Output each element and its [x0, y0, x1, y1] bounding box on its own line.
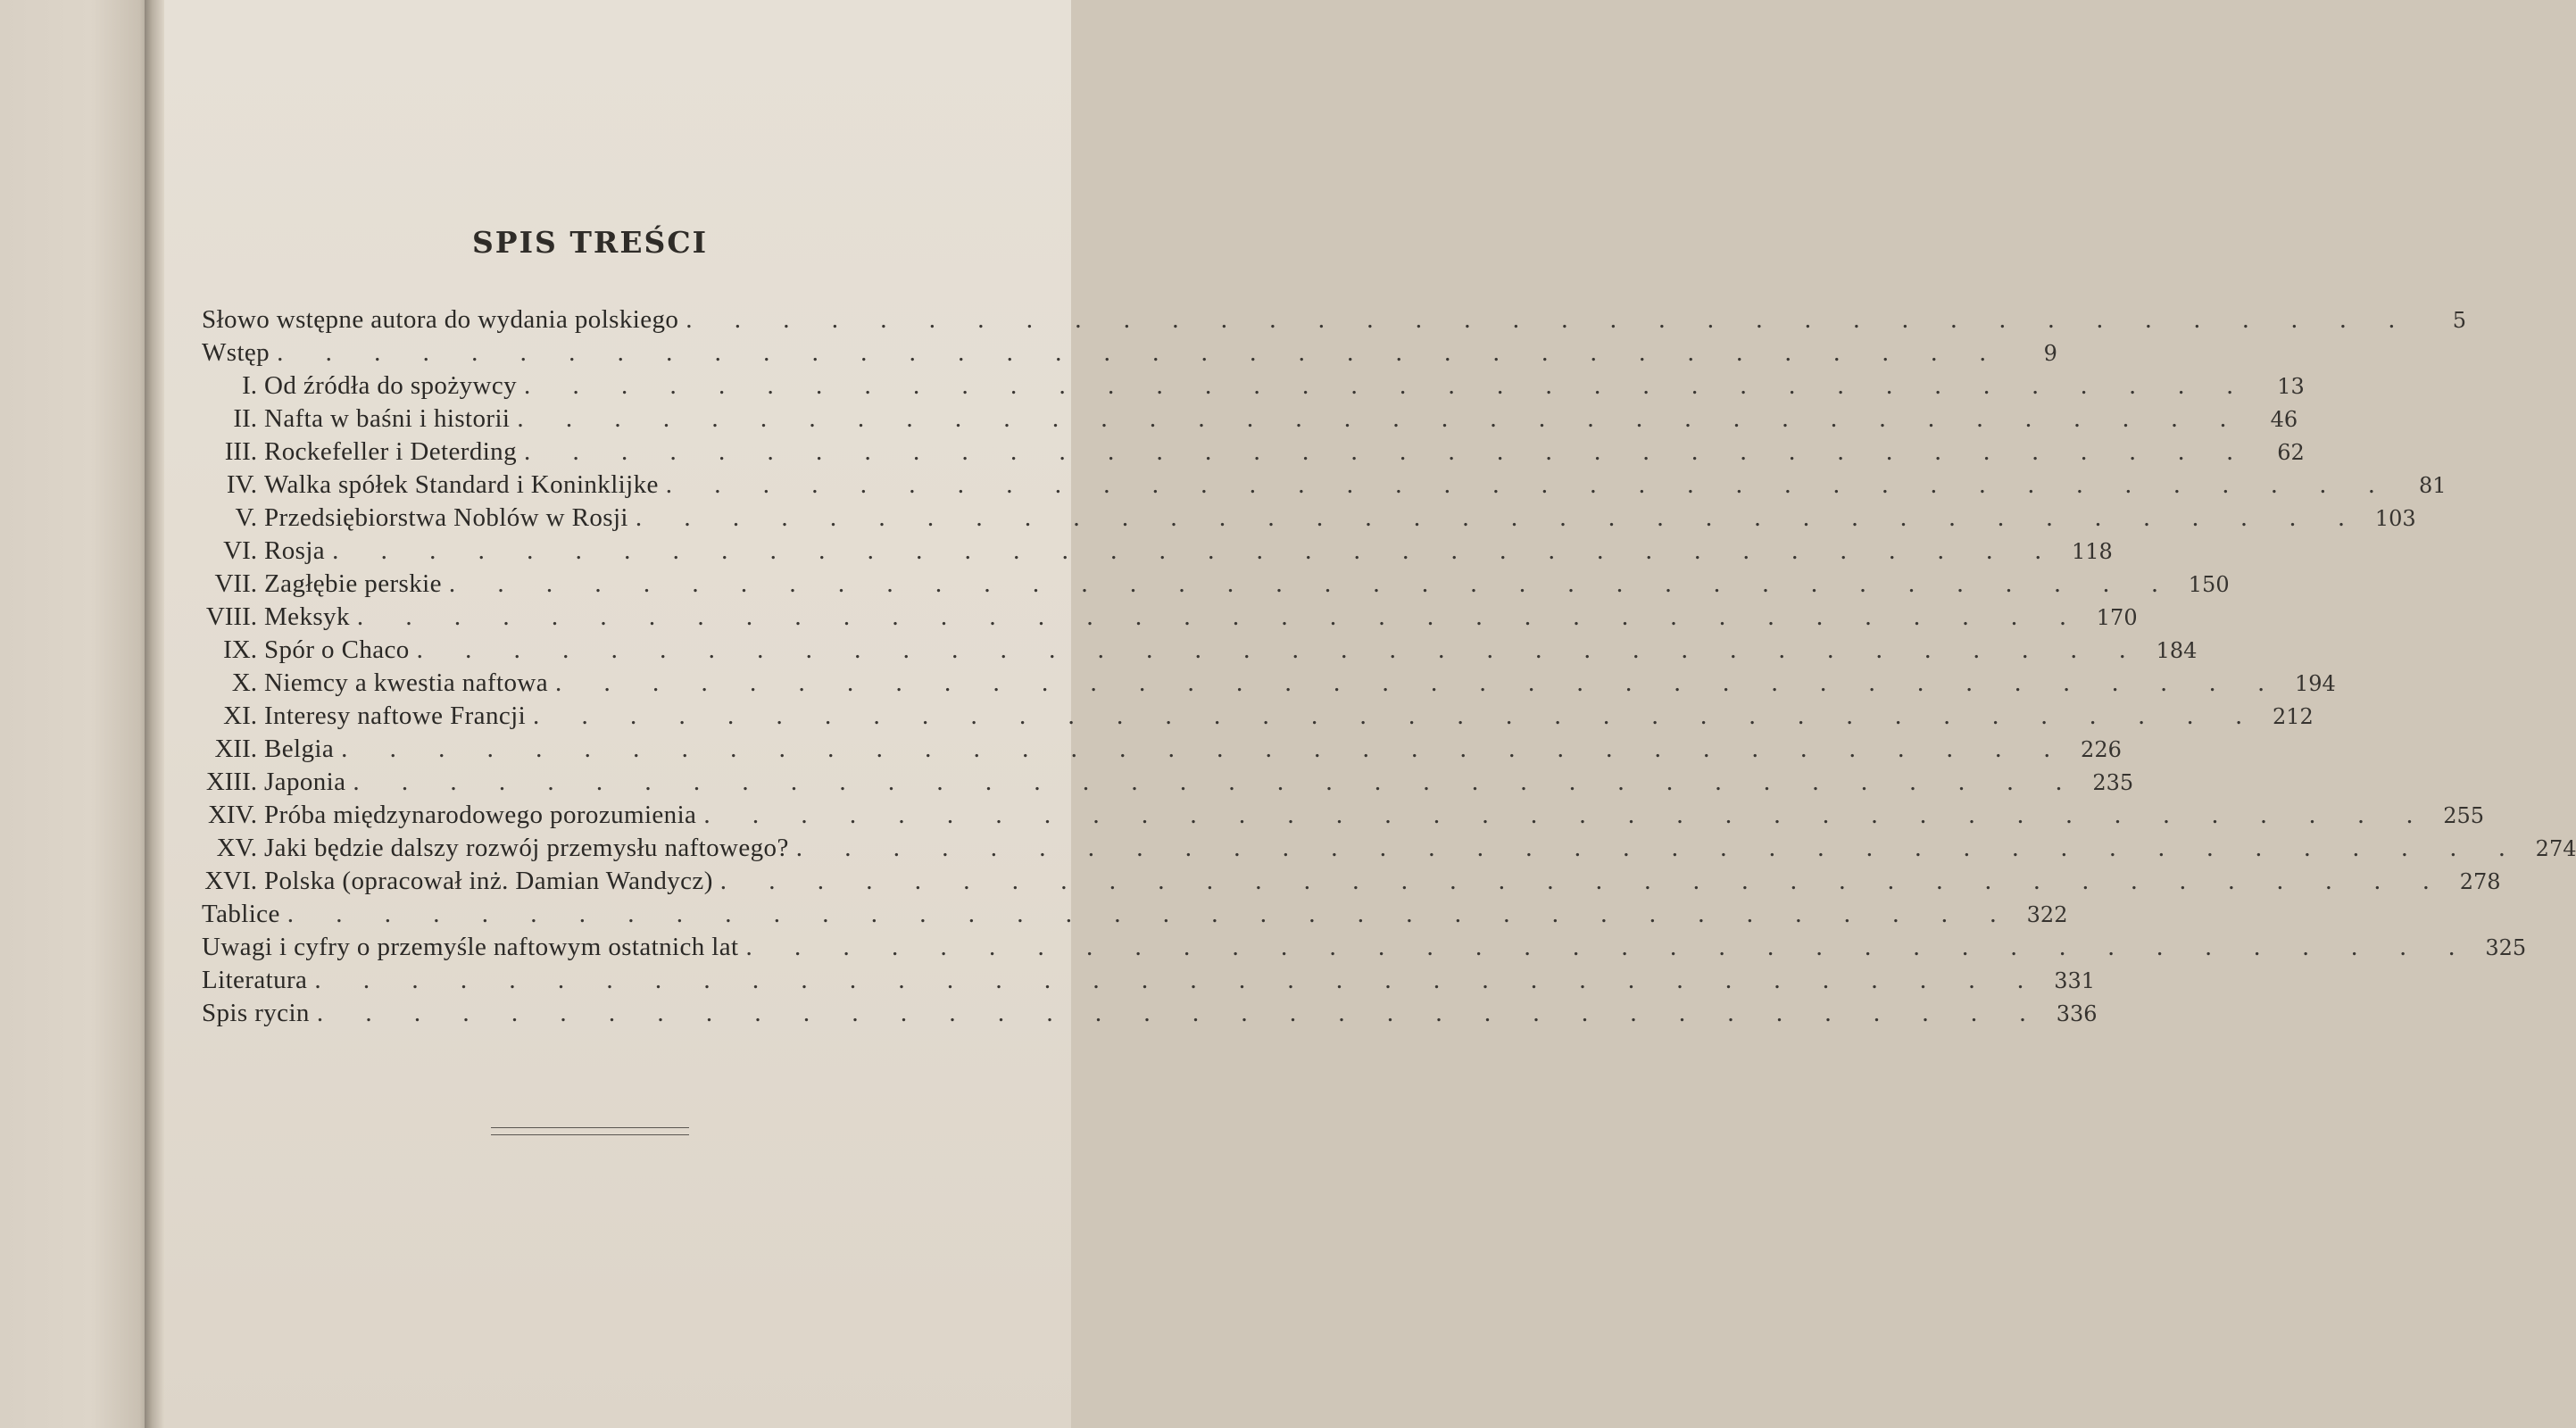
dot-leader: . . . . . . . . . . . . . . . . . . . . . . . . . . . . . . . . . . . . — [719, 867, 2447, 895]
dot-leader: . . . . . . . . . . . . . . . . . . . . . . . . . . . . . . . . . . . . — [341, 735, 2068, 763]
chapter-title: Spis rycin — [202, 999, 310, 1027]
chapter-number: XIII. — [205, 768, 257, 796]
toc-entry — [202, 536, 2113, 569]
chapter-title: Walka spółek Standard i Koninklijke — [264, 470, 659, 499]
dot-leader: . . . . . . . . . . . . . . . . . . . . . . . . . . . . . . . . . . . . — [533, 702, 2260, 730]
chapter-number: IV. — [226, 470, 257, 499]
dot-leader: . . . . . . . . . . . . . . . . . . . . . . . . . . . . . . . . . . . . — [356, 602, 2084, 631]
toc-entry — [202, 966, 2096, 999]
dot-leader: . . . . . . . . . . . . . . . . . . . . . . . . . . . . . . . . . . . . — [316, 999, 2044, 1027]
page-number: 46 — [2270, 407, 2298, 432]
page-number: 226 — [2081, 737, 2122, 762]
toc-entry — [202, 668, 2336, 702]
page-number: 9 — [2043, 341, 2057, 366]
toc-entry — [202, 702, 2314, 735]
chapter-title: Spór o Chaco — [264, 635, 410, 664]
toc-entry — [202, 867, 2501, 900]
dot-leader: . . . . . . . . . . . . . . . . . . . . . . . . . . . . . . . . . . . . — [332, 536, 2059, 565]
page-number: 103 — [2374, 506, 2416, 531]
toc-entry — [202, 404, 2298, 437]
toc-entry — [202, 371, 2305, 404]
chapter-number: III. — [224, 437, 257, 466]
chapter-title: Meksyk — [264, 602, 350, 631]
chapter-title: Próba międzynarodowego porozumienia — [264, 801, 697, 829]
left-page — [0, 0, 152, 1428]
dot-leader: . . . . . . . . . . . . . . . . . . . . . . . . . . . . . . . . . . . . — [665, 470, 2393, 499]
toc-entry — [202, 635, 2198, 668]
page-number: 81 — [2418, 473, 2447, 498]
toc-entry — [202, 900, 2068, 933]
toc-entry — [202, 569, 2230, 602]
chapter-title: Od źródła do spożywcy — [264, 371, 518, 400]
chapter-title: Interesy naftowe Francji — [264, 702, 527, 730]
page-title: SPIS TREŚCI — [471, 225, 709, 260]
dot-leader: . . . . . . . . . . . . . . . . . . . . . . . . . . . . . . . . . . . . — [277, 338, 2004, 367]
toc-entry — [202, 503, 2416, 536]
chapter-number: XII. — [214, 735, 257, 763]
page-number: 235 — [2092, 770, 2134, 795]
page-number: 62 — [2277, 440, 2305, 465]
dot-leader: . . . . . . . . . . . . . . . . . . . . . . . . . . . . . . . . . . . . — [524, 371, 2251, 400]
chapter-number: XIV. — [207, 801, 257, 829]
page-number: 322 — [2026, 902, 2068, 927]
chapter-title: Jaki będzie dalszy rozwój przemysłu naftowego? — [264, 834, 789, 862]
chapter-number: V. — [235, 503, 257, 532]
end-rule — [491, 1127, 689, 1135]
chapter-title: Literatura — [202, 966, 308, 994]
chapter-title: Tablice — [202, 900, 280, 928]
chapter-title: Rockefeller i Deterding — [264, 437, 517, 466]
dot-leader: . . . . . . . . . . . . . . . . . . . . . . . . . . . . . . . . . . . . — [314, 966, 2042, 994]
toc-entry — [202, 999, 2098, 1032]
page-number: 170 — [2096, 605, 2138, 630]
chapter-number: XV. — [216, 834, 257, 862]
dot-leader: . . . . . . . . . . . . . . . . . . . . . . . . . . . . . . . . . . . . — [686, 305, 2414, 334]
toc-entry — [202, 834, 2576, 867]
dot-leader: . . . . . . . . . . . . . . . . . . . . . . . . . . . . . . . . . . . . — [517, 404, 2245, 433]
chapter-number: VII. — [214, 569, 257, 598]
toc-entry — [202, 338, 2057, 371]
chapter-number: XI. — [223, 702, 257, 730]
toc-entry — [202, 801, 2485, 834]
toc-entry — [202, 768, 2134, 801]
chapter-number: XVI. — [204, 867, 257, 895]
toc-entry — [202, 602, 2138, 635]
dot-leader: . . . . . . . . . . . . . . . . . . . . . . . . . . . . . . . . . . . . — [287, 900, 2015, 928]
page-number: 212 — [2272, 704, 2314, 729]
dot-leader: . . . . . . . . . . . . . . . . . . . . . . . . . . . . . . . . . . . . — [703, 801, 2431, 829]
book-gutter — [145, 0, 164, 1428]
toc-entry — [202, 933, 2527, 966]
dot-leader: . . . . . . . . . . . . . . . . . . . . . . . . . . . . . . . . . . . . — [523, 437, 2251, 466]
chapter-title: Niemcy a kwestia naftowa — [264, 668, 549, 697]
page-number: 5 — [2452, 308, 2467, 333]
dot-leader: . . . . . . . . . . . . . . . . . . . . . . . . . . . . . . . . . . . . — [555, 668, 2282, 697]
page-number: 194 — [2294, 671, 2336, 696]
dot-leader: . . . . . . . . . . . . . . . . . . . . . . . . . . . . . . . . . . . . — [745, 933, 2473, 961]
page-number: 150 — [2188, 572, 2230, 597]
page-number: 118 — [2072, 539, 2113, 564]
chapter-number: X. — [231, 668, 257, 697]
dot-leader: . . . . . . . . . . . . . . . . . . . . . . . . . . . . . . . . . . . . — [635, 503, 2363, 532]
dot-leader: . . . . . . . . . . . . . . . . . . . . . . . . . . . . . . . . . . . . — [795, 834, 2523, 862]
chapter-title: Belgia — [264, 735, 335, 763]
page-number: 13 — [2277, 374, 2305, 399]
page-number: 325 — [2485, 935, 2527, 960]
page-number: 274 — [2535, 836, 2576, 861]
page-number: 255 — [2443, 803, 2485, 828]
chapter-title: Przedsiębiorstwa Noblów w Rosji — [264, 503, 628, 532]
page-number: 184 — [2156, 638, 2198, 663]
toc-entry — [202, 437, 2305, 470]
page-number: 331 — [2054, 968, 2096, 993]
toc-entry — [202, 470, 2447, 503]
chapter-title: Polska (opracował inż. Damian Wandycz) — [264, 867, 713, 895]
chapter-number: II. — [233, 404, 257, 433]
dot-leader: . . . . . . . . . . . . . . . . . . . . . . . . . . . . . . . . . . . . — [353, 768, 2081, 796]
chapter-title: Zagłębie perskie — [264, 569, 442, 598]
table-of-contents — [202, 305, 2576, 1032]
toc-entry — [202, 735, 2122, 768]
chapter-title: Rosja — [264, 536, 326, 565]
chapter-title: Wstęp — [202, 338, 270, 367]
dot-leader: . . . . . . . . . . . . . . . . . . . . . . . . . . . . . . . . . . . . — [416, 635, 2144, 664]
chapter-number: VI. — [223, 536, 257, 565]
page-number: 336 — [2056, 1001, 2098, 1026]
chapter-number: VIII. — [205, 602, 257, 631]
chapter-title: Słowo wstępne autora do wydania polskiego — [202, 305, 679, 334]
toc-entry — [202, 305, 2467, 338]
chapter-title: Uwagi i cyfry o przemyśle naftowym ostatnich lat — [202, 933, 739, 961]
chapter-title: Nafta w baśni i historii — [264, 404, 511, 433]
page-number: 278 — [2459, 869, 2501, 894]
chapter-number: IX. — [223, 635, 257, 664]
chapter-title: Japonia — [264, 768, 346, 796]
dot-leader: . . . . . . . . . . . . . . . . . . . . . . . . . . . . . . . . . . . . — [448, 569, 2176, 598]
chapter-number: I. — [242, 371, 257, 400]
